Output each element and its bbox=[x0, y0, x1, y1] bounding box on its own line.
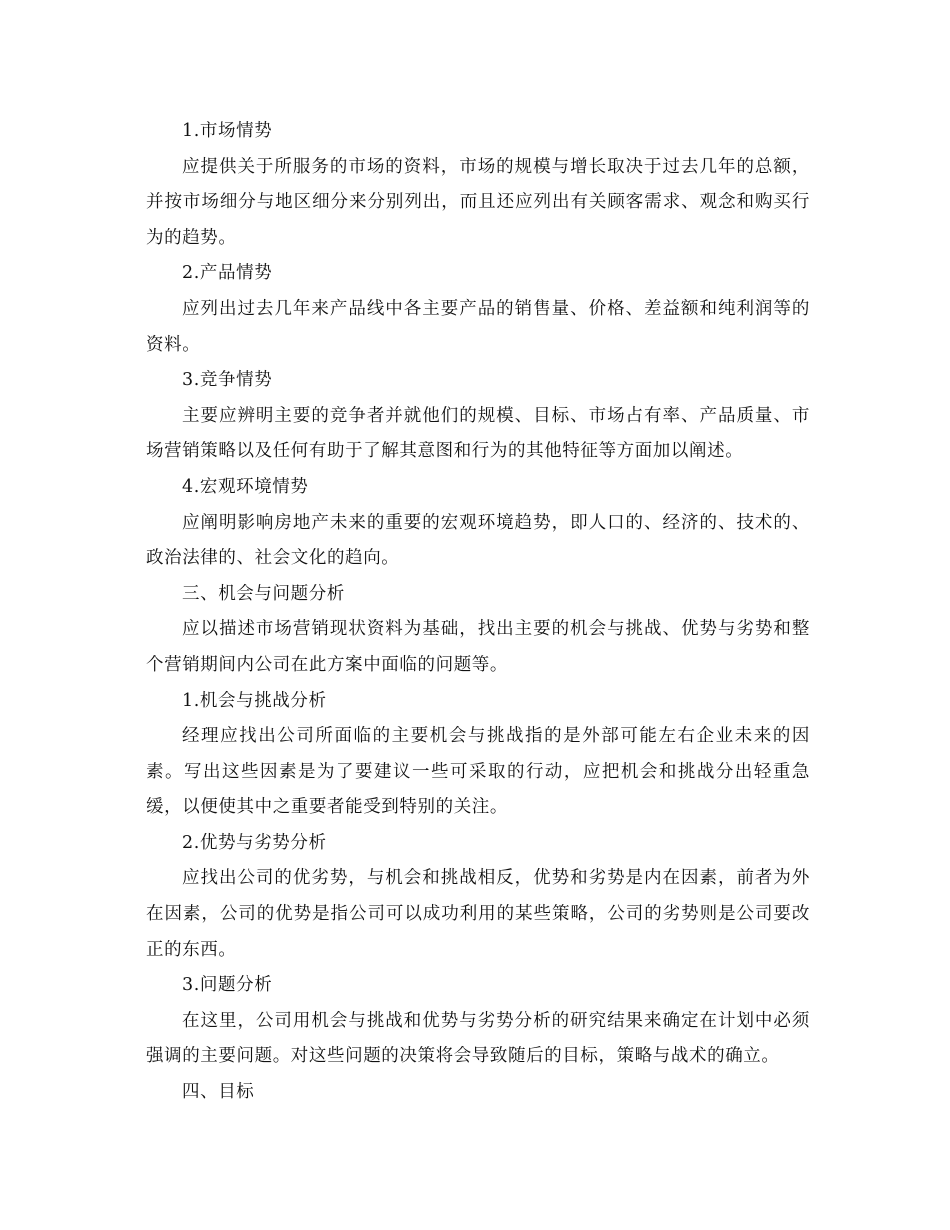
heading-strength-weakness: 2.优势与劣势分析 bbox=[182, 832, 327, 853]
heading-opportunity-problem-analysis: 三、机会与问题分析 bbox=[182, 583, 345, 604]
heading-product-situation: 2.产品情势 bbox=[182, 263, 273, 284]
paragraph-competition-situation: 主要应辨明主要的竞争者并就他们的规模、目标、市场占有率、产品质量、市场营销策略以及任何有助于了解其意图和行为的其他特征等方面加以阐述。 bbox=[146, 405, 810, 462]
heading-competition-situation: 3.竞争情势 bbox=[182, 370, 273, 391]
paragraph-product-situation: 应列出过去几年来产品线中各主要产品的销售量、价格、差益额和纯利润等的资料。 bbox=[146, 298, 810, 355]
heading-problem-analysis: 3.问题分析 bbox=[182, 975, 273, 996]
heading-opportunity-challenge: 1.机会与挑战分析 bbox=[182, 690, 327, 711]
document-body bbox=[146, 114, 810, 1111]
heading-objectives: 四、目标 bbox=[182, 1082, 255, 1103]
paragraph-opportunity-challenge: 经理应找出公司所面临的主要机会与挑战指的是外部可能左右企业未来的因素。写出这些因素是为了要建议一些可采取的行动，应把机会和挑战分出轻重急缓，以便使其中之重要者能受到特别的关注。 bbox=[146, 726, 810, 818]
paragraph-strength-weakness: 应找出公司的优劣势，与机会和挑战相反，优势和劣势是内在因素，前者为外在因素，公司的优势是指公司可以成功利用的某些策略，公司的劣势则是公司要改正的东西。 bbox=[146, 868, 810, 960]
paragraph-macro-environment: 应阐明影响房地产未来的重要的宏观环境趋势，即人口的、经济的、技术的、政治法律的、社会文化的趋向。 bbox=[146, 512, 810, 569]
paragraph-opportunity-problem-analysis: 应以描述市场营销现状资料为基础，找出主要的机会与挑战、优势与劣势和整个营销期间内公司在此方案中面临的问题等。 bbox=[146, 619, 810, 675]
heading-macro-environment: 4.宏观环境情势 bbox=[182, 476, 309, 497]
paragraph-market-situation: 应提供关于所服务的市场的资料，市场的规模与增长取决于过去几年的总额，并按市场细分与地区细分来分别列出，而且还应列出有关顾客需求、观念和购买行为的趋势。 bbox=[146, 156, 810, 248]
heading-market-situation: 1.市场情势 bbox=[182, 121, 273, 141]
paragraph-problem-analysis: 在这里，公司用机会与挑战和优势与劣势分析的研究结果来确定在计划中必须强调的主要问题。对这些问题的决策将会导致随后的目标，策略与战术的确立。 bbox=[146, 1010, 810, 1067]
